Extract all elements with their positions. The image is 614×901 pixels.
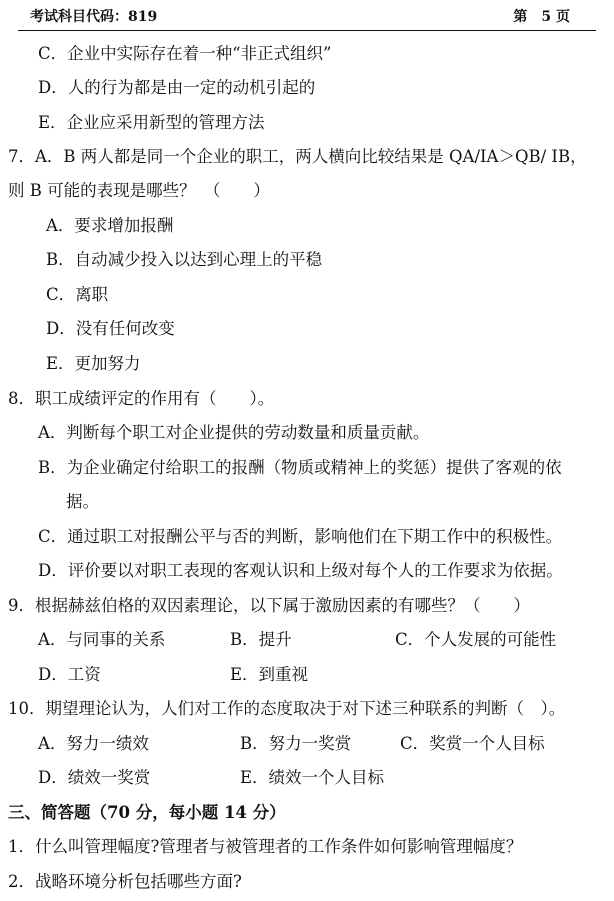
- q8-option-c: C．通过职工对报酬公平与否的判断，影响他们在下期工作中的积极性。: [38, 527, 563, 546]
- q9-option-a: A．与同事的关系: [38, 630, 166, 649]
- q10-option-d: D．绩效一奖赏: [38, 768, 151, 787]
- q7-stem-line2: 则 B 可能的表现是哪些？ （ ）: [8, 181, 270, 200]
- q6-option-e: E．企业应采用新型的管理方法: [38, 113, 265, 132]
- section-3-title: 三、简答题（70 分，每小题 14 分）: [8, 803, 286, 822]
- q8-option-a: A．判断每个职工对企业提供的劳动数量和质量贡献。: [38, 423, 430, 442]
- q7-option-b: B．自动减少投入以达到心理上的平稳: [46, 250, 323, 269]
- q10-option-b: B．努力一奖赏: [240, 734, 352, 753]
- short-answer-q1: 1．什么叫管理幅度?管理者与被管理者的工作条件如何影响管理幅度？: [8, 837, 523, 856]
- page-number: 第 5 页: [513, 9, 570, 25]
- q6-option-c: C．企业中实际存在着一种“非正式组织”: [38, 44, 332, 63]
- header-rule: [18, 30, 596, 31]
- q8-option-d: D．评价要以对职工表现的客观认识和上级对每个人的工作要求为依据。: [38, 561, 563, 580]
- q8-stem: 8．职工成绩评定的作用有（ ）。: [8, 389, 275, 408]
- q9-stem: 9．根据赫兹伯格的双因素理论，以下属于激励因素的有哪些？（ ）: [8, 596, 530, 615]
- q9-option-d: D．工资: [38, 665, 101, 684]
- q7-option-c: C．离职: [46, 285, 109, 304]
- q7-option-a: A．要求增加报酬: [46, 216, 174, 235]
- short-answer-q2: 2．战略环境分析包括哪些方面?: [8, 872, 242, 891]
- q10-option-c: C．奖赏一个人目标: [400, 734, 545, 753]
- q9-option-e: E．到重视: [230, 665, 309, 684]
- q8-option-b-line1: B．为企业确定付给职工的报酬（物质或精神上的奖惩）提供了客观的依: [38, 458, 562, 477]
- exam-code: 考试科目代码：819: [30, 9, 158, 25]
- q7-option-e: E．更加努力: [46, 354, 141, 373]
- q6-option-d: D．人的行为都是由一定的动机引起的: [38, 78, 316, 97]
- q10-stem: 10．期望理论认为，人们对工作的态度取决于对下述三种联系的判断（ ）。: [8, 699, 566, 718]
- q7-stem-line1: 7．A．B 两人都是同一个企业的职工，两人横向比较结果是 QA/IA＞QB/ IB，: [8, 147, 587, 166]
- q9-option-c: C．个人发展的可能性: [395, 630, 557, 649]
- q7-option-d: D．没有任何改变: [46, 319, 175, 338]
- q10-option-a: A．努力一绩效: [38, 734, 149, 753]
- q8-option-b-line2: 据。: [66, 492, 99, 511]
- q10-option-e: E．绩效一个人目标: [240, 768, 385, 787]
- q9-option-b: B．提升: [230, 630, 292, 649]
